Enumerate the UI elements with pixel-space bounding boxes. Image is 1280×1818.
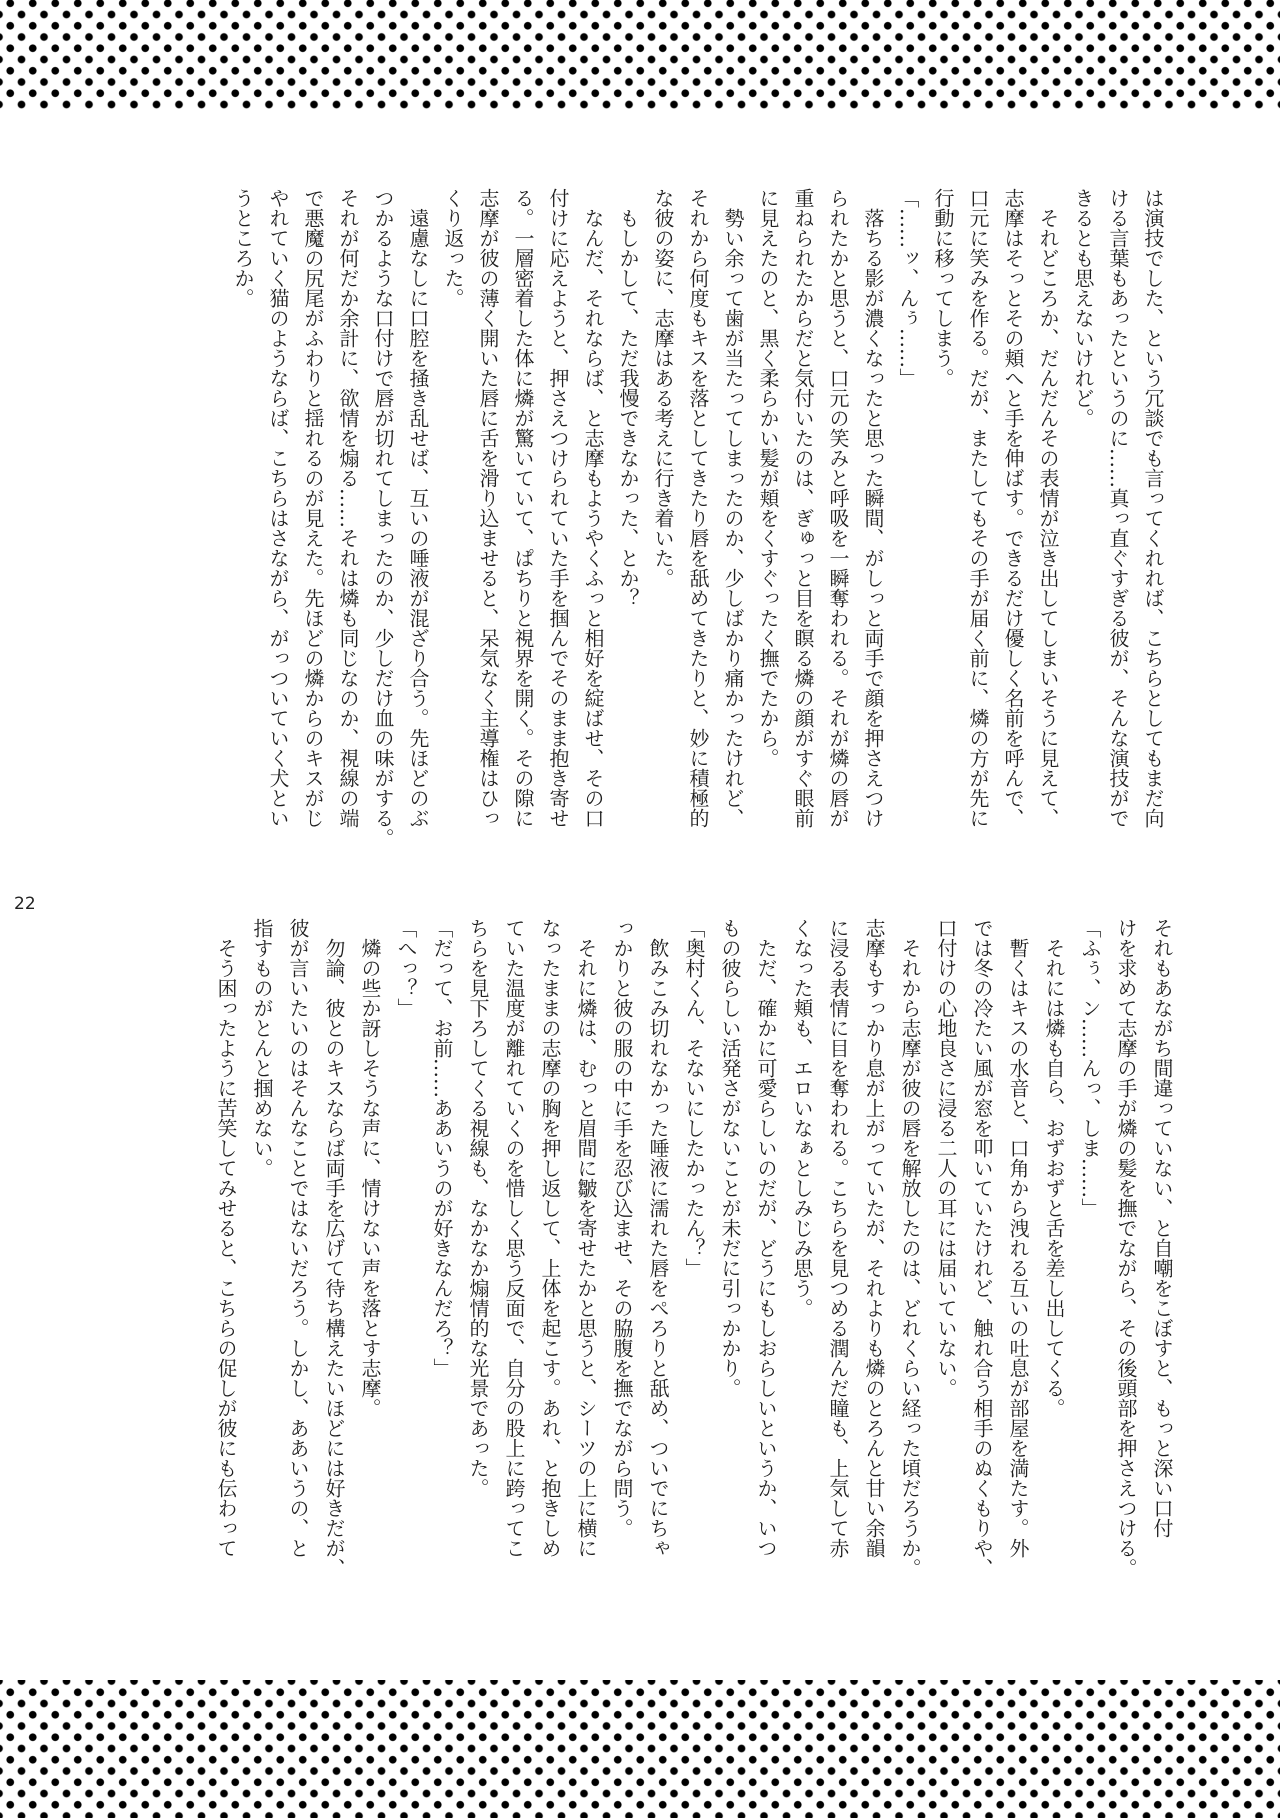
text-column: もの彼らしい活発さがないことが未だに引っかかり。 bbox=[718, 918, 742, 1398]
text-column: 落ちる影が濃くなったと思った瞬間、がしっと両手で顔を押さえつけ bbox=[861, 188, 885, 828]
page-number: 22 bbox=[14, 894, 36, 914]
text-column: それが何だか余計に、欲情を煽る……それは燐も同じなのか、視線の端 bbox=[336, 188, 360, 828]
text-column: 「へっ？」 bbox=[394, 918, 418, 1018]
text-column: は演技でした、という冗談でも言ってくれれば、こちらとしてもまだ向 bbox=[1141, 188, 1165, 828]
text-column: それから何度もキスを落としてきたり唇を舐めてきたりと、妙に積極的 bbox=[686, 188, 710, 828]
text-column: 志摩が彼の薄く開いた唇に舌を滑り込ませると、呆気なく主導権はひっ bbox=[476, 188, 500, 828]
text-column: 勢い余って歯が当たってしまったのか、少しばかり痛かったけれど、 bbox=[721, 188, 745, 828]
text-column: きるとも思えないけれど。 bbox=[1071, 188, 1095, 428]
text-column: 「ふぅ、ン……んっ、しま……」 bbox=[1078, 918, 1102, 1218]
text-column: な彼の姿に、志摩はある考えに行き着いた。 bbox=[651, 188, 675, 588]
text-column: られたかと思うと、口元の笑みと呼吸を一瞬奪われる。それが燐の唇が bbox=[826, 188, 850, 828]
text-column: うところか。 bbox=[231, 188, 255, 308]
text-column: 遠慮なしに口腔を掻き乱せば、互いの唾液が混ざり合う。先ほどのぶ bbox=[406, 188, 430, 828]
text-column: つかるような口付けで唇が切れてしまったのか、少しだけ血の味がする。 bbox=[371, 188, 395, 848]
text-column: くり返った。 bbox=[441, 188, 465, 308]
text-column: 飲みこみ切れなかった唾液に濡れた唇をぺろりと舐め、ついでにちゃ bbox=[646, 918, 670, 1558]
text-column: 「……ッ、んぅ……」 bbox=[896, 188, 920, 388]
text-column: それには燐も自ら、おずおずと舌を差し出してくる。 bbox=[1042, 918, 1066, 1418]
text-column: に見えたのと、黒く柔らかい髪が頬をくすぐったく撫でたから。 bbox=[756, 188, 780, 768]
text-column: もしかして、ただ我慢できなかった、とか？ bbox=[616, 188, 640, 608]
text-column: ける言葉もあったというのに……真っ直ぐすぎる彼が、そんな演技がで bbox=[1106, 188, 1130, 828]
text-column: に浸る表情に目を奪われる。こちらを見つめる潤んだ瞳も、上気して赤 bbox=[826, 918, 850, 1558]
text-column: ていた温度が離れていくのを惜しく思う反面で、自分の股上に跨ってこ bbox=[502, 918, 526, 1558]
text-column: 重ねられたからだと気付いたのは、ぎゅっと目を瞑る燐の顔がすぐ眼前 bbox=[791, 188, 815, 828]
polka-dot-border-top bbox=[0, 0, 1280, 110]
text-column: そう困ったように苦笑してみせると、こちらの促しが彼にも伝わって bbox=[214, 918, 238, 1558]
text-column: 志摩もすっかり息が上がっていたが、それよりも燐のとろんと甘い余韻 bbox=[862, 918, 886, 1558]
text-column: ただ、確かに可愛らしいのだが、どうにもしおらしいというか、いつ bbox=[754, 918, 778, 1558]
text-column: で悪魔の尻尾がふわりと揺れるのが見えた。先ほどの燐からのキスがじ bbox=[301, 188, 325, 828]
text-column: 彼が言いたいのはそんなことではないだろう。しかし、ああいうの、と bbox=[286, 918, 310, 1558]
polka-dot-border-bottom bbox=[0, 1680, 1280, 1818]
text-column: 燐の些か訝しそうな声に、情けない声を落とす志摩。 bbox=[358, 918, 382, 1418]
text-column: 付けに応えようと、押さえつけられていた手を掴んでそのまま抱き寄せ bbox=[546, 188, 570, 828]
text-column: 勿論、彼とのキスならば両手を広げて待ち構えたいほどには好きだが、 bbox=[322, 918, 346, 1578]
text-column: 「奥村くん、そないにしたかったん？」 bbox=[682, 918, 706, 1278]
text-column: それから志摩が彼の唇を解放したのは、どれくらい経った頃だろうか。 bbox=[898, 918, 922, 1578]
text-column: 指すものがとんと掴めない。 bbox=[250, 918, 274, 1178]
text-column: それに燐は、むっと眉間に皺を寄せたかと思うと、シーツの上に横に bbox=[574, 918, 598, 1558]
text-column: やれていく猫のようならば、こちらはさながら、がっついていく犬とい bbox=[266, 188, 290, 828]
text-column: それもあながち間違っていない、と自嘲をこぼすと、もっと深い口付 bbox=[1150, 918, 1174, 1538]
text-column: 「だって、お前……ああいうのが好きなんだろ？」 bbox=[430, 918, 454, 1378]
text-block-lower bbox=[208, 918, 1180, 1598]
text-column: ちらを見下ろしてくる視線も、なかなか煽情的な光景であった。 bbox=[466, 918, 490, 1498]
text-column: 暫くはキスの水音と、口角から洩れる互いの吐息が部屋を満たす。外 bbox=[1006, 918, 1030, 1558]
text-column: っかりと彼の服の中に手を忍び込ませ、その脇腹を撫でながら問う。 bbox=[610, 918, 634, 1538]
text-column: けを求めて志摩の手が燐の髪を撫でながら、その後頭部を押さえつける。 bbox=[1114, 918, 1138, 1578]
text-column: なったままの志摩の胸を押し返して、上体を起こす。あれ、と抱きしめ bbox=[538, 918, 562, 1558]
text-column: 口付けの心地良さに浸る二人の耳には届いていない。 bbox=[934, 918, 958, 1398]
text-block-upper bbox=[225, 188, 1170, 868]
text-column: では冬の冷たい風が窓を叩いていたけれど、触れ合う相手のぬくもりや、 bbox=[970, 918, 994, 1578]
text-column: 志摩はそっとその頬へと手を伸ばす。できるだけ優しく名前を呼んで、 bbox=[1001, 188, 1025, 828]
text-column: 行動に移ってしまう。 bbox=[931, 188, 955, 388]
text-column: くなった頬も、エロいなぁとしみじみ思う。 bbox=[790, 918, 814, 1318]
text-column: る。一層密着した体に燐が驚いていて、ぱちりと視界を開く。その隙に bbox=[511, 188, 535, 828]
text-column: それどころか、だんだんその表情が泣き出してしまいそうに見えて、 bbox=[1036, 188, 1060, 828]
text-column: なんだ、それならば、と志摩もようやくふっと相好を綻ばせ、その口 bbox=[581, 188, 605, 828]
text-column: 口元に笑みを作る。だが、またしてもその手が届く前に、燐の方が先に bbox=[966, 188, 990, 828]
